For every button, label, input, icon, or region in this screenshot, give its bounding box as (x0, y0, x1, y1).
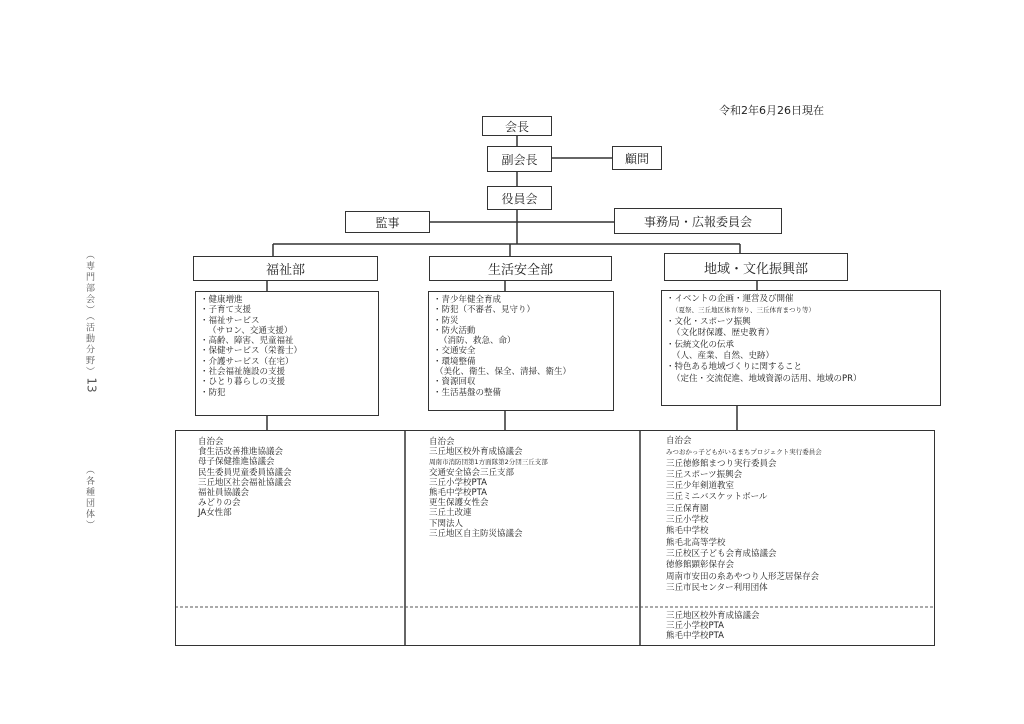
group-item: 福祉員協議会 (198, 488, 250, 499)
group-item: 交通安全協会三丘支部 (429, 467, 515, 478)
list-item: ・社会福祉施設の支援 (200, 367, 286, 378)
group-item: 三丘スポーツ振興会 (666, 469, 743, 480)
group-item: 民生委員児童委員協議会 (198, 467, 292, 478)
vice-president-box: 副会長 (487, 146, 552, 172)
group-item: 三丘小学校 (666, 515, 709, 526)
list-item: ・文化・スポーツ振興 (666, 316, 751, 327)
list-item: ・青少年健全育成 (433, 295, 502, 305)
group-item: 更生保護女性会 (429, 498, 489, 509)
dept-safety-activities (428, 291, 614, 411)
dept-culture-header: 地域・文化振興部 (664, 253, 848, 281)
list-item: ・防火活動 (433, 325, 476, 336)
group-item: 母子保健推進協議会 (198, 457, 275, 468)
list-item: ・防犯（不審者、見守り） (433, 305, 536, 316)
group-item: 自治会 (429, 437, 455, 447)
list-item: （美化、衛生、保全、清掃、衛生） (435, 367, 572, 378)
group-item: 自治会 (666, 436, 692, 446)
groups-culture (666, 436, 822, 594)
groups-culture-shared (666, 611, 760, 642)
group-item: みつおかっ子どもがいるまちプロジェクト実行委員会 (666, 448, 822, 457)
dept-welfare-header: 福祉部 (193, 256, 378, 281)
auditor-box: 監事 (345, 211, 430, 233)
group-item: 三丘徳修館まつり実行委員会 (666, 458, 777, 469)
group-item: 三丘保育園 (666, 503, 709, 514)
side-label-groups: （各種団体） (84, 465, 94, 531)
list-item: ・介護サービス（在宅） (200, 356, 294, 367)
group-item: 食生活改善推進協議会 (198, 447, 284, 458)
groups-welfare (198, 437, 292, 519)
list-item: ・環境整備 (433, 356, 476, 367)
group-item: 三丘土改連 (429, 508, 472, 519)
group-item: 三丘市民センター利用団体 (666, 582, 768, 593)
group-item: 熊毛中学校PTA (666, 631, 724, 642)
group-item: 周南市消防団第1方面隊第2分団三丘支部 (429, 458, 548, 467)
group-item: 三丘地区校外育成協議会 (429, 447, 523, 458)
committee-box: 役員会 (487, 186, 552, 210)
group-item: みどりの会 (198, 498, 241, 509)
group-item: 熊毛中学校PTA (429, 488, 487, 499)
list-item: ・生活基盤の整備 (433, 387, 502, 398)
group-item: 周南市安田の糸あやつり人形芝居保存会 (666, 571, 820, 582)
list-item: ・健康増進 (200, 295, 243, 305)
group-item: 三丘小学校PTA (666, 621, 724, 632)
list-item: ・ひとり暮らしの支援 (200, 377, 286, 388)
secretariat-box: 事務局・広報委員会 (614, 208, 782, 234)
list-item: （消防、救急、命） (439, 336, 516, 347)
group-item: 三丘地区社会福祉協議会 (198, 477, 292, 488)
page-number: 13 (84, 377, 99, 393)
list-item: ・資源回収 (433, 377, 476, 388)
group-item: 下関法人 (429, 518, 464, 529)
list-item: （定住・交流促進、地域資源の活用、地域のPR） (672, 373, 862, 384)
dept-culture-activities (661, 290, 941, 406)
list-item: （文化財保護、歴史教育） (672, 328, 775, 339)
list-item: ・イベントの企画・運営及び開催 (666, 294, 794, 304)
dept-welfare-activities (195, 291, 379, 416)
list-item: ・伝統文化の伝承 (666, 339, 735, 350)
list-item: ・子育て支援 (200, 305, 252, 316)
groups-safety (429, 437, 548, 539)
list-item: ・防災 (433, 315, 459, 326)
group-item: 熊毛北高等学校 (666, 537, 726, 548)
group-item: 三丘小学校PTA (429, 477, 487, 488)
group-item: 三丘地区自主防災協議会 (429, 528, 523, 539)
group-item: 熊毛中学校 (666, 526, 709, 537)
list-item: ・福祉サービス (200, 315, 260, 326)
list-item: （人、産業、自然、史跡） (672, 351, 775, 362)
group-item: JA女性部 (198, 508, 232, 519)
group-item: 自治会 (198, 437, 224, 447)
group-item: 徳修館顕彰保存会 (666, 560, 735, 571)
list-item: ・保健サービス（栄養士） (200, 346, 303, 357)
group-item: 三丘少年剣道教室 (666, 481, 735, 492)
date-label: 令和2年6月26日現在 (719, 104, 824, 117)
group-item: 三丘校区子ども会育成協議会 (666, 548, 777, 559)
advisor-box: 顧問 (612, 146, 662, 170)
list-item: （夏祭、三丘地区体育祭り、三丘体育まつり等） (672, 306, 815, 315)
list-item: （サロン、交通支援） (208, 325, 293, 336)
list-item: ・高齢、障害、児童福祉 (200, 336, 294, 347)
list-item: ・防犯 (200, 387, 226, 398)
group-item: 三丘地区校外育成協議会 (666, 611, 760, 621)
side-label-activity: （専門部会）（活動分野） (84, 250, 94, 378)
list-item: ・特色ある地域づくりに関すること (666, 362, 803, 373)
president-box: 会長 (482, 116, 552, 136)
dept-safety-header: 生活安全部 (429, 256, 612, 281)
list-item: ・交通安全 (433, 346, 476, 357)
group-item: 三丘ミニバスケットボール (666, 492, 768, 503)
